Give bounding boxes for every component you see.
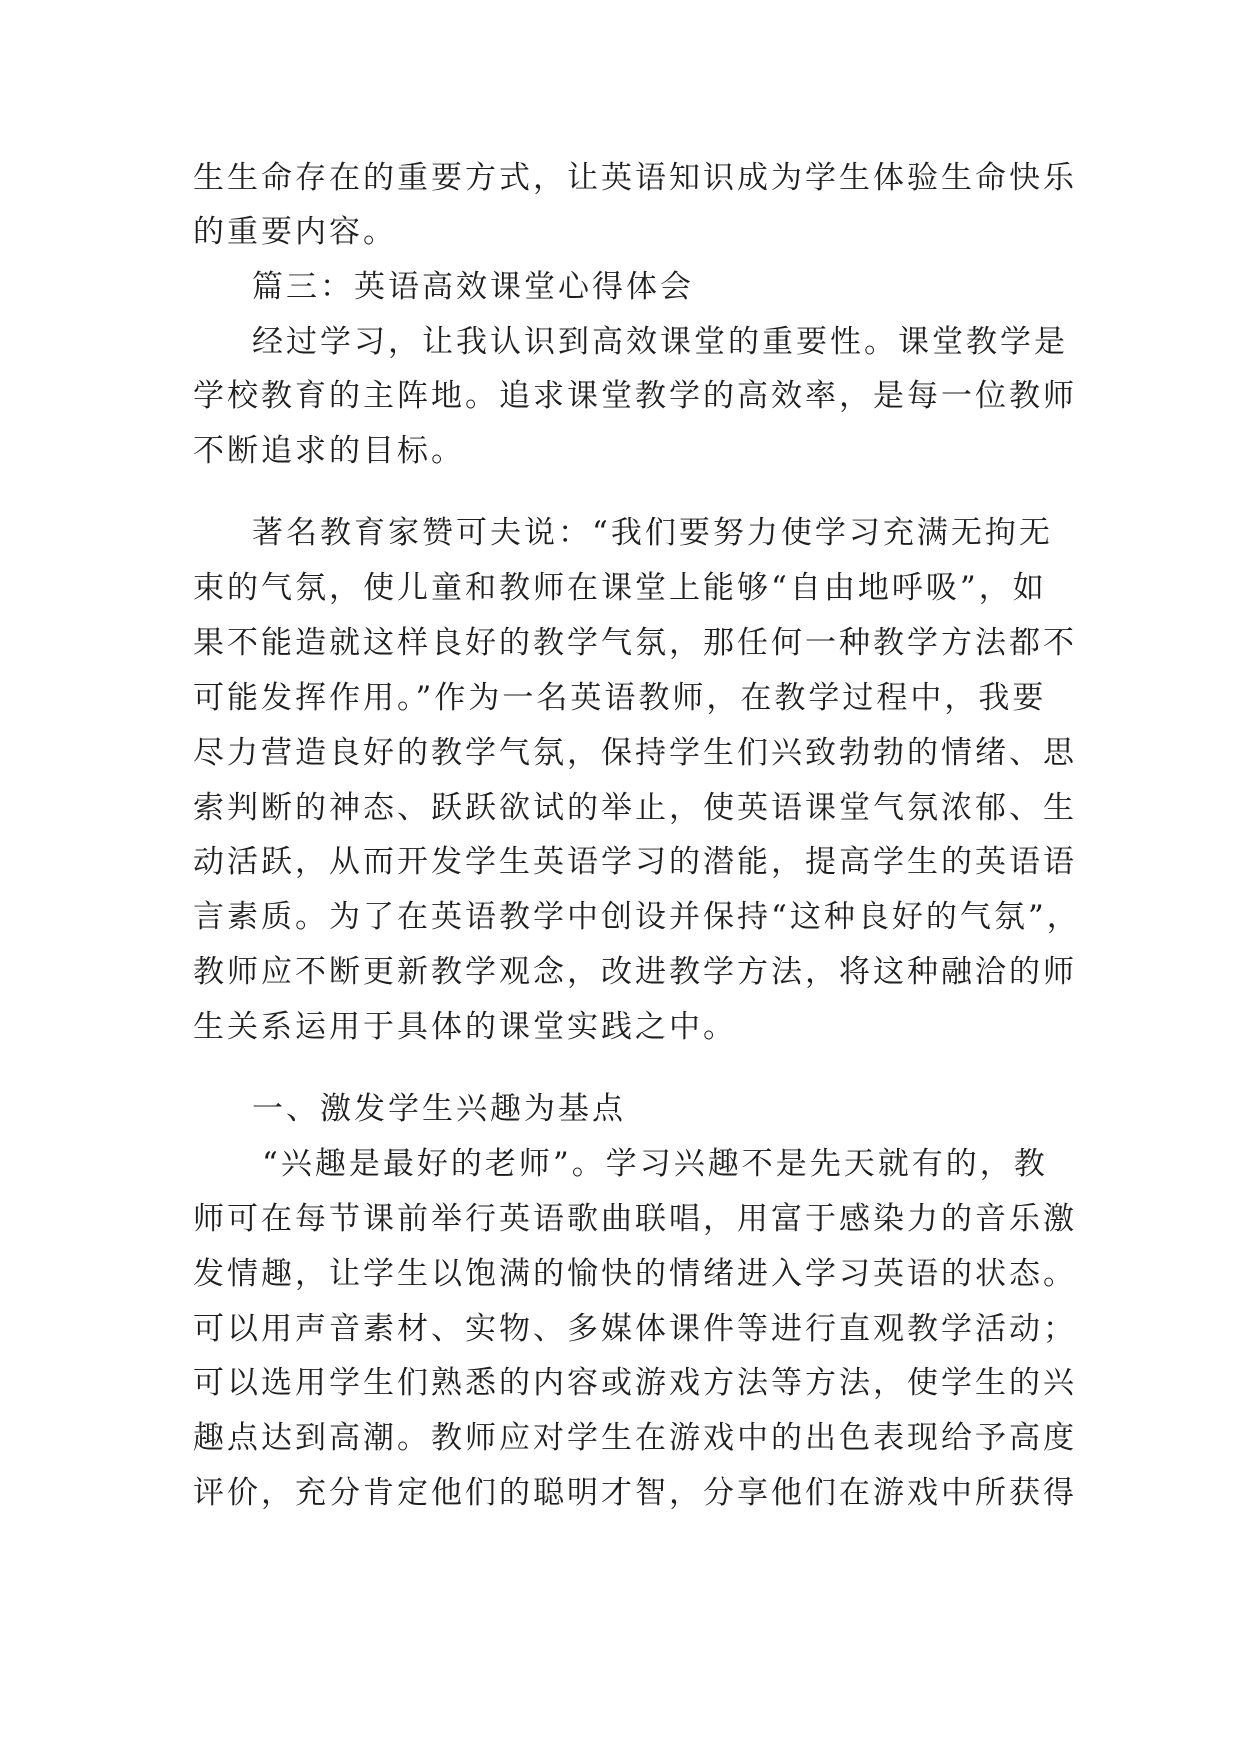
text-line: 经过学习，让我认识到高效课堂的重要性。课堂教学是 — [252, 324, 1068, 360]
text-line: 可以用声音素材、实物、多媒体课件等进行直观教学活动； — [193, 1311, 1077, 1347]
text-line: 著名教育家赞可夫说：“我们要努力使学习充满无拘无 — [252, 515, 1053, 551]
section-heading: 一、激发学生兴趣为基点 — [252, 1091, 626, 1127]
text-line: 可以选用学生们熟悉的内容或游戏方法等方法，使学生的兴 — [193, 1365, 1077, 1401]
text-line: 师可在每节课前举行英语歌曲联唱，用富于感染力的音乐激 — [193, 1201, 1077, 1237]
text-line: 索判断的神态、跃跃欲试的举止，使英语课堂气氛浓郁、生 — [193, 790, 1077, 826]
text-line: 动活跃，从而开发学生英语学习的潜能，提高学生的英语语 — [193, 844, 1077, 880]
text-line: “兴趣是最好的老师”。学习兴趣不是先天就有的，教 — [262, 1146, 1048, 1182]
text-line: 束的气氛，使儿童和教师在课堂上能够“自由地呼吸”，如 — [193, 570, 1047, 606]
text-line: 发情趣，让学生以饱满的愉快的情绪进入学习英语的状态。 — [193, 1256, 1077, 1292]
text-line: 可能发挥作用。”作为一名英语教师，在教学过程中，我要 — [193, 680, 1047, 716]
text-line: 学校教育的主阵地。追求课堂教学的高效率，是每一位教师 — [193, 378, 1077, 414]
text-line: 生关系运用于具体的课堂实践之中。 — [193, 1009, 737, 1045]
text-line: 趣点达到高潮。教师应对学生在游戏中的出色表现给予高度 — [193, 1420, 1077, 1456]
section-heading: 篇三：英语高效课堂心得体会 — [252, 269, 694, 305]
text-line: 的重要内容。 — [193, 214, 397, 250]
text-line: 言素质。为了在英语教学中创设并保持“这种良好的气氛”， — [193, 899, 1081, 935]
text-line: 不断追求的目标。 — [193, 433, 465, 469]
text-line: 果不能造就这样良好的教学气氛，那任何一种教学方法都不 — [193, 625, 1077, 661]
text-line: 教师应不断更新教学观念，改进教学方法，将这种融洽的师 — [193, 954, 1077, 990]
text-line: 评价，充分肯定他们的聪明才智，分享他们在游戏中所获得 — [193, 1475, 1077, 1511]
text-line: 尽力营造良好的教学气氛，保持学生们兴致勃勃的情绪、思 — [193, 735, 1077, 771]
text-line: 生生命存在的重要方式，让英语知识成为学生体验生命快乐 — [193, 160, 1077, 196]
